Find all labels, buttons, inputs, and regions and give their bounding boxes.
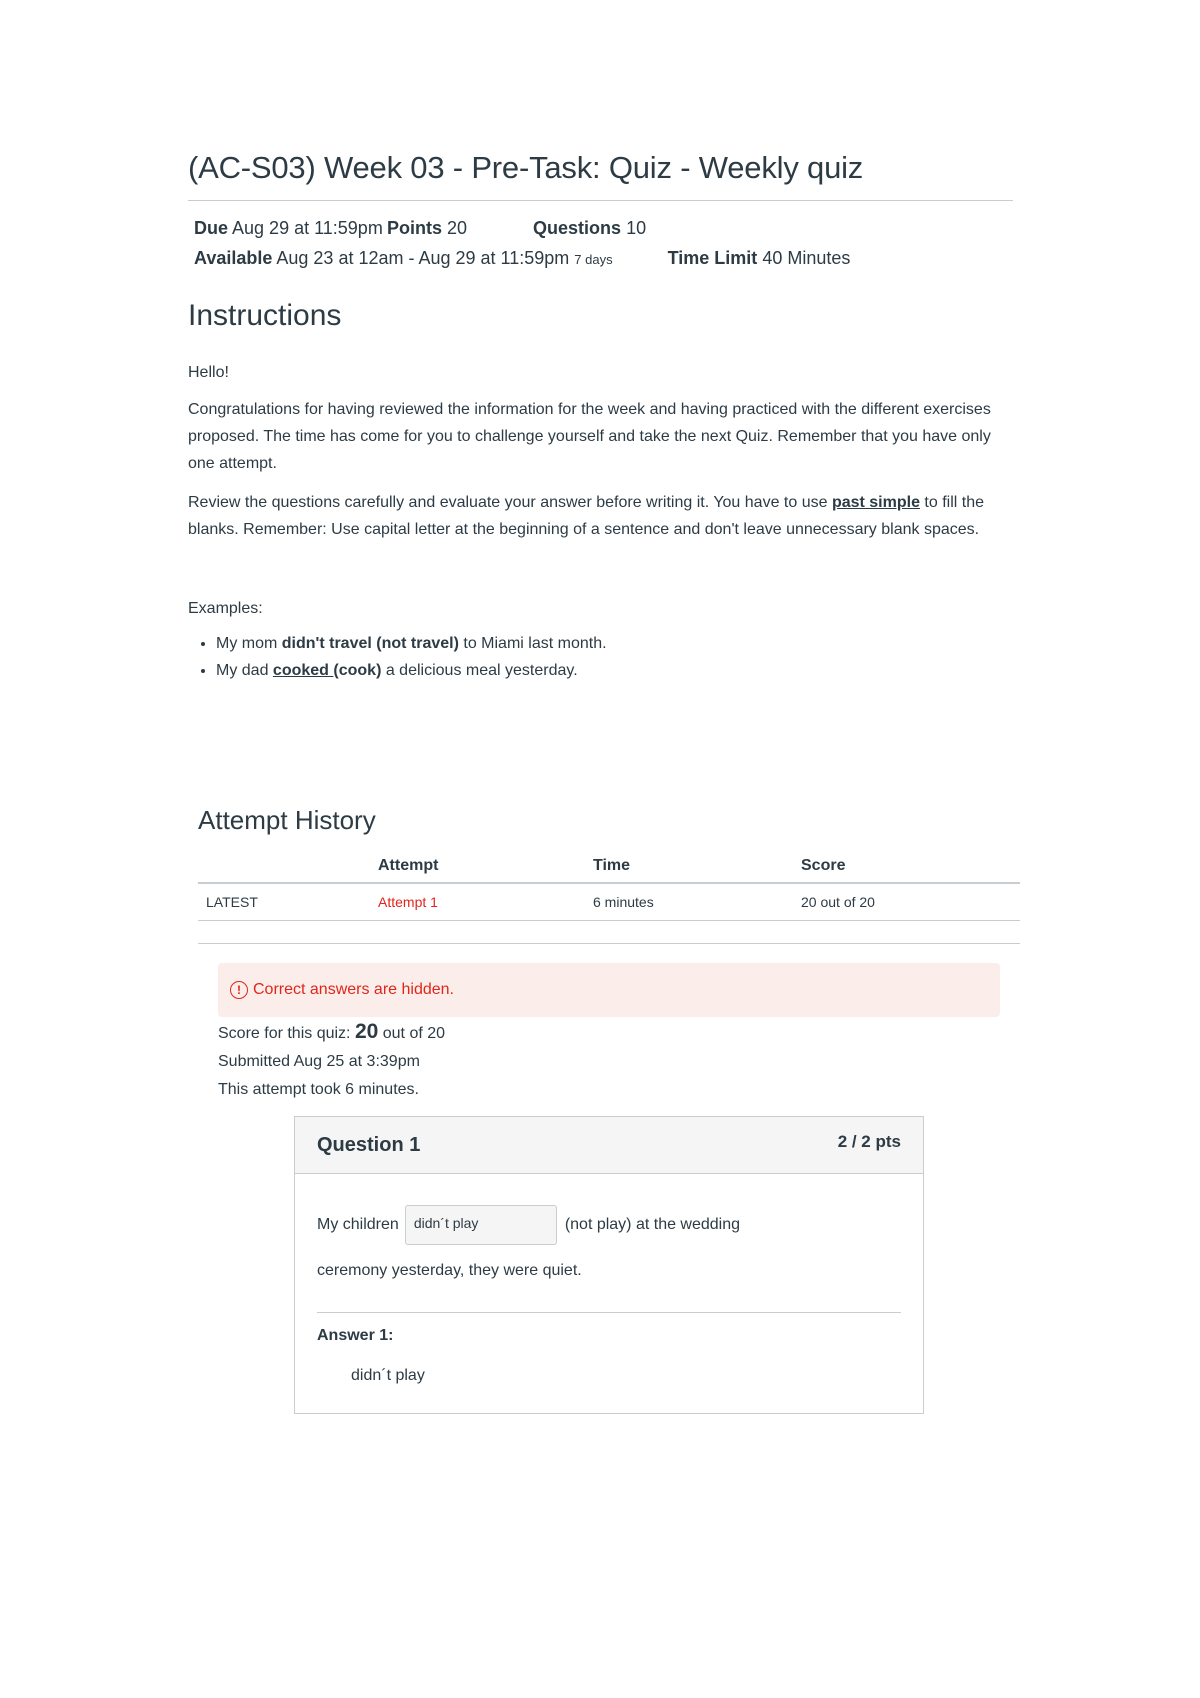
question-header	[295, 1117, 923, 1174]
examples-list	[188, 630, 1013, 684]
question-line-2: ceremony yesterday, they were quiet.	[317, 1262, 582, 1279]
score-suffix: out of 20	[378, 1025, 446, 1042]
quiz-meta	[188, 213, 1013, 273]
attempt-summary	[218, 1018, 445, 1104]
score-label: Score for this quiz:	[218, 1025, 355, 1042]
score-value: 20	[354, 1020, 379, 1043]
example2-bold: (cook)	[333, 662, 382, 679]
table-row	[198, 883, 1020, 921]
history-header-row	[198, 850, 1020, 883]
time-limit-value: 40 Minutes	[762, 248, 851, 268]
points-value: 20	[447, 218, 468, 238]
available-label: Available	[194, 248, 273, 268]
example-item-1	[216, 630, 1013, 657]
question-line-1	[317, 1204, 901, 1246]
hidden-answers-alert	[218, 963, 1000, 1017]
history-col-label	[198, 850, 378, 883]
question-name: Question 1	[317, 1133, 421, 1156]
meta-row-1	[194, 213, 1013, 243]
history-col-score: Score	[801, 850, 1020, 883]
history-col-attempt: Attempt	[378, 850, 593, 883]
example-item-2	[216, 657, 1013, 684]
question-divider	[317, 1312, 901, 1313]
instructions-review	[188, 489, 1013, 543]
exclamation-circle-icon: !	[230, 981, 248, 999]
example2-end: a delicious meal yesterday.	[381, 662, 578, 679]
history-row-time: 6 minutes	[593, 883, 801, 921]
examples-label: Examples:	[188, 600, 263, 617]
history-row-score: 20 out of 20	[801, 883, 1020, 921]
attempt-history-heading: Attempt History	[198, 805, 376, 835]
available-duration: 7 days	[574, 252, 613, 267]
time-limit-item	[668, 243, 851, 273]
past-simple-link[interactable]: past simple	[831, 494, 920, 511]
alert-message: Correct answers are hidden.	[253, 981, 454, 998]
due-label: Due	[194, 218, 229, 238]
example1-bold: didn't travel (not travel)	[281, 635, 459, 652]
instructions-hello: Hello!	[188, 364, 229, 381]
due-item	[194, 213, 383, 243]
history-divider	[198, 943, 1020, 944]
question-card	[294, 1116, 924, 1414]
example1-start: My mom	[216, 635, 282, 652]
instructions-heading: Instructions	[188, 299, 342, 332]
questions-label: Questions	[533, 218, 622, 238]
points-label: Points	[387, 218, 443, 238]
example1-end: to Miami last month.	[458, 635, 607, 652]
question-text-before: My children	[317, 1216, 399, 1233]
history-col-time: Time	[593, 850, 801, 883]
question-body	[295, 1174, 923, 1413]
quiz-page	[188, 150, 1013, 684]
example2-start: My dad	[216, 662, 273, 679]
attempt-history	[198, 805, 1020, 944]
submitted-line: Submitted Aug 25 at 3:39pm	[218, 1053, 420, 1070]
questions-value: 10	[626, 218, 647, 238]
attempt-1-link[interactable]: Attempt 1	[378, 883, 593, 921]
instructions-congrats: Congratulations for having reviewed the information for the week and having practiced with the different exercises proposed. The time has come for you to challenge yourself and take the next Quiz. Remember that you have only one attempt.	[188, 401, 991, 472]
meta-row-2	[194, 243, 1013, 273]
answer-value: didn´t play	[351, 1367, 425, 1384]
question-text-after: (not play) at the wedding	[564, 1216, 741, 1233]
review-text-before: Review the questions carefully and evaluate your answer before writing it. You have to use	[188, 494, 832, 511]
answer-blank-field[interactable]: didn´t play	[405, 1205, 557, 1245]
due-value: Aug 29 at 11:59pm	[232, 218, 383, 238]
available-value: Aug 23 at 12am - Aug 29 at 11:59pm	[276, 248, 570, 268]
attempt-history-table	[198, 850, 1020, 921]
points-item	[387, 213, 488, 243]
question-points: 2 / 2 pts	[837, 1132, 901, 1151]
quiz-title: (AC-S03) Week 03 - Pre-Task: Quiz - Weekly quiz	[188, 150, 1013, 201]
time-limit-label: Time Limit	[667, 248, 758, 268]
answer-label: Answer 1:	[317, 1327, 394, 1344]
example2-link: cooked	[272, 662, 334, 679]
available-item	[194, 243, 613, 275]
score-line	[218, 1018, 445, 1048]
questions-item	[533, 213, 646, 243]
duration-line: This attempt took 6 minutes.	[218, 1081, 419, 1098]
review-text-after: to fill the blanks. Remember: Use capital letter at the beginning of a sentence and don't leave unnecessary blank spaces.	[188, 494, 984, 538]
history-row-label: LATEST	[198, 883, 378, 921]
